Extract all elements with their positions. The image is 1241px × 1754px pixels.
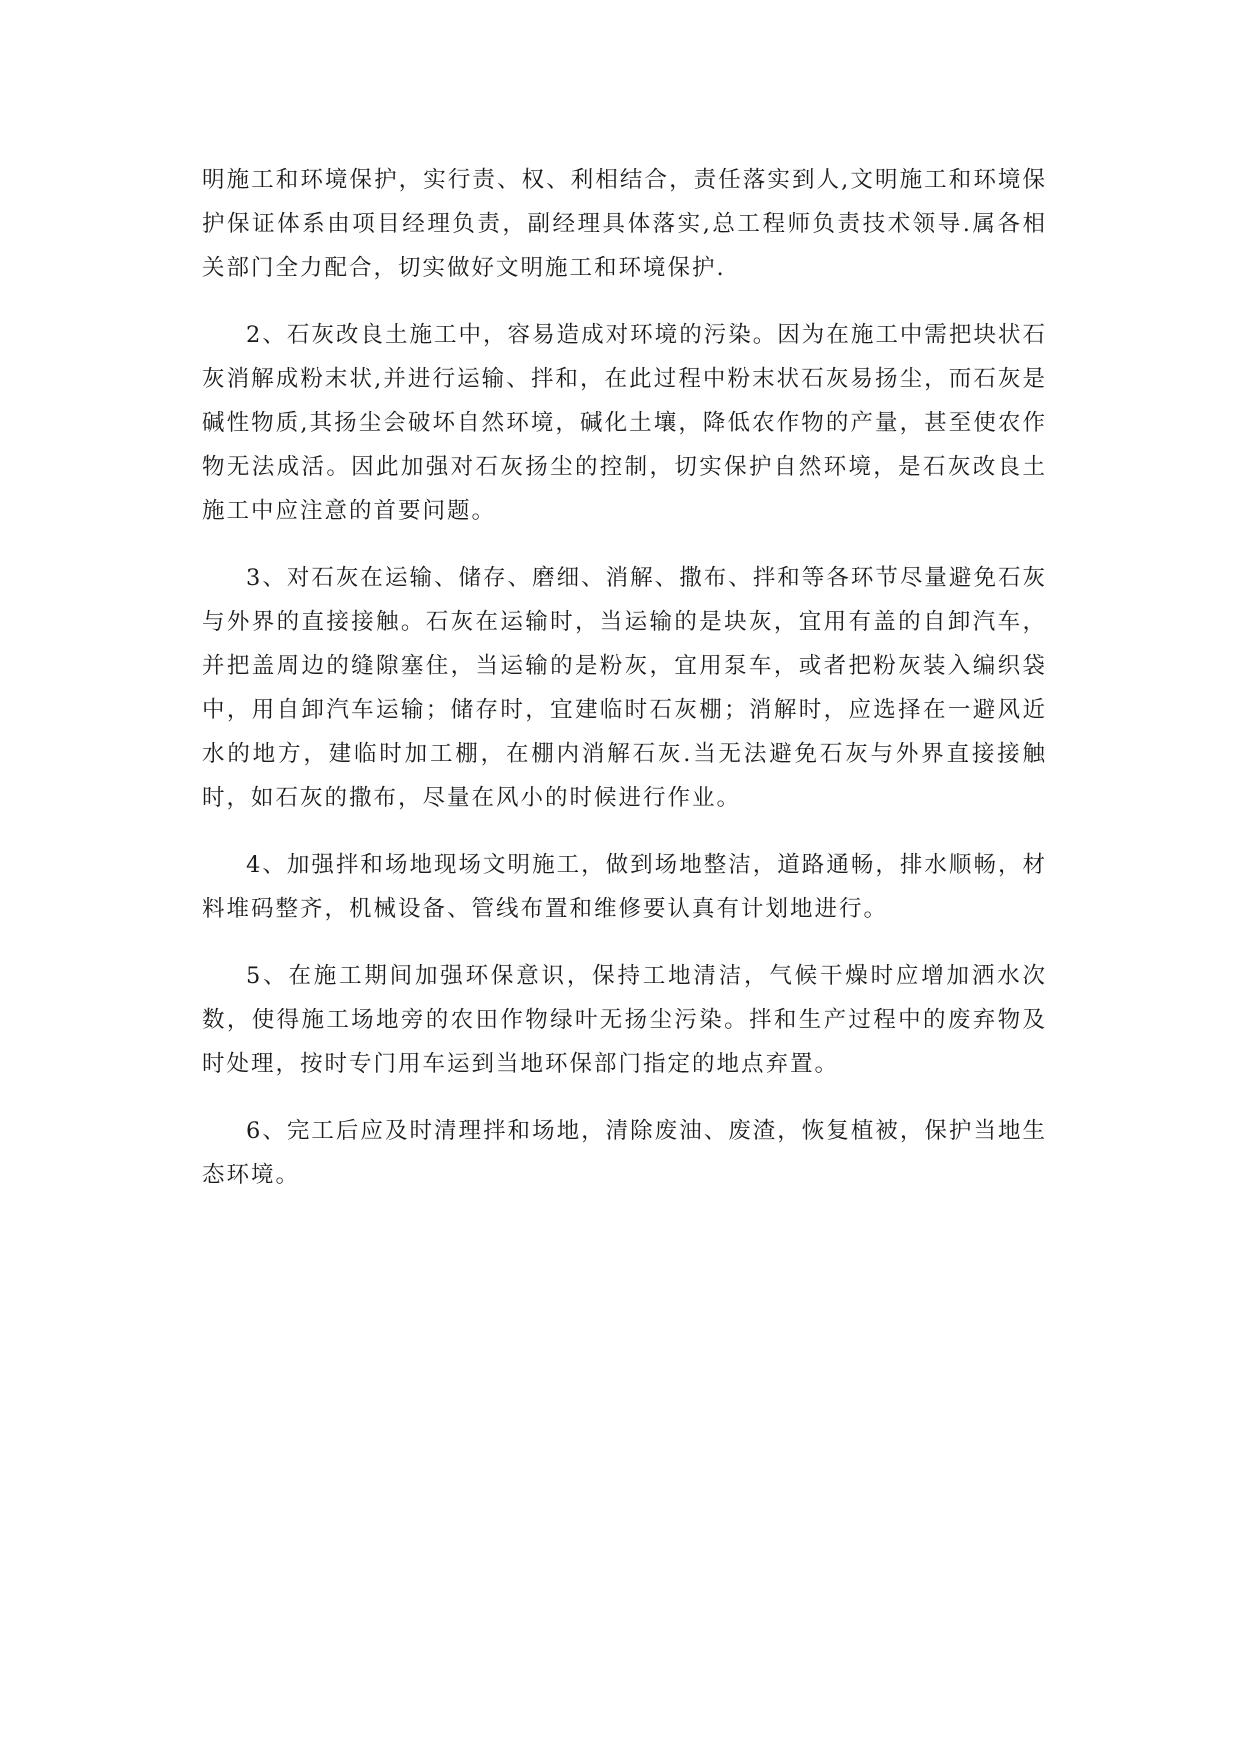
paragraph-item-4: 4、加强拌和场地现场文明施工，做到场地整洁，道路通畅，排水顺畅，材料堆码整齐，机械设备、管线布置和维修要认真有计划地进行。 (202, 852, 1047, 922)
paragraph-item-3: 3、对石灰在运输、储存、磨细、消解、撒布、拌和等各环节尽量避免石灰与外界的直接接触。石灰在运输时，当运输的是块灰，宜用有盖的自卸汽车，并把盖周边的缝隙塞住，当运输的是粉灰，宜用泵车，或者把粉灰装入编织袋中，用自卸汽车运输；储存时，宜建临时石灰棚；消解时，应选择在一避风近水的地方，建临时加工棚，在棚内消解石灰.当无法避免石灰与外界直接接触时，如石灰的撒布，尽量在风小的时候进行作业。 (202, 565, 1047, 811)
paragraph-item-5: 5、在施工期间加强环保意识，保持工地清洁，气候干燥时应增加洒水次数，使得施工场地旁的农田作物绿叶无扬尘污染。拌和生产过程中的废弃物及时处理，按时专门用车运到当地环保部门指定的地点弃置。 (202, 963, 1047, 1077)
document-body (202, 158, 1047, 1220)
paragraph-item-2: 2、石灰改良土施工中，容易造成对环境的污染。因为在施工中需把块状石灰消解成粉末状,并进行运输、拌和，在此过程中粉末状石灰易扬尘，而石灰是碱性物质,其扬尘会破坏自然环境，碱化土壤，降低农作物的产量，甚至使农作物无法成活。因此加强对石灰扬尘的控制，切实保护自然环境，是石灰改良土施工中应注意的首要问题。 (202, 322, 1047, 524)
paragraph-item-6: 6、完工后应及时清理拌和场地，清除废油、废渣，恢复植被，保护当地生态环境。 (202, 1118, 1047, 1188)
paragraph-continued: 明施工和环境保护，实行责、权、利相结合，责任落实到人,文明施工和环境保护保证体系由项目经理负责，副经理具体落实,总工程师负责技术领导.属各相关部门全力配合，切实做好文明施工和环境保护. (202, 167, 1047, 281)
